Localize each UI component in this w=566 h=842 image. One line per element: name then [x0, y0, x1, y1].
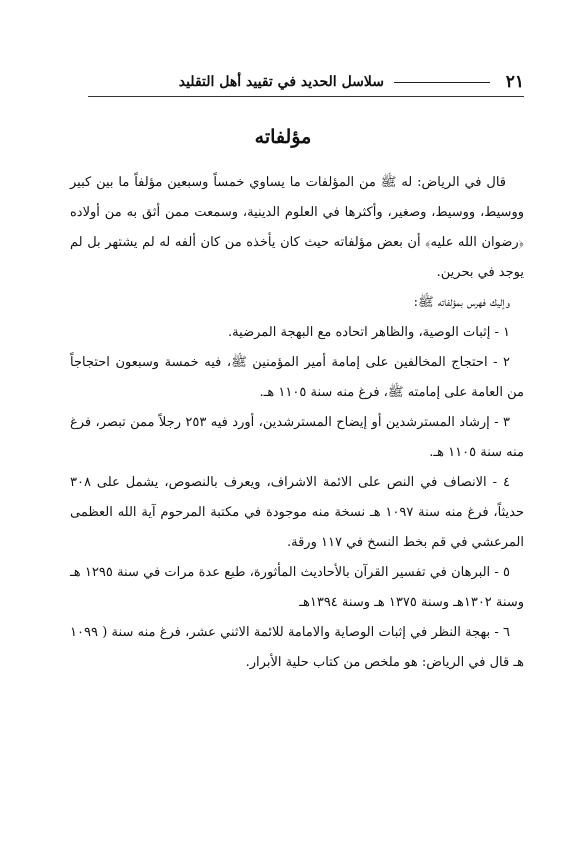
- intro-paragraph: قال في الرياض: له ﷺ من المؤلفات ما يساوي خمساً وسبعين مؤلفاً ما بين كبير ووسيط، ووسيط، وصغير، وأكثرها في العلوم الدينية، وسمعت ممن أثق به من أولاده ﴿رضوان الله عليه﴾ أن بعض مؤلفاته حيث كان يأخذه من كان ألفه له لم يشتهر بل لم يوجد في بحرين.: [70, 175, 524, 280]
- body-text: [70, 168, 524, 678]
- running-title: سلاسل الحديد في تقييد أهل التقليد: [178, 74, 384, 90]
- list-item: ٣ - إرشاد المسترشدين أو إيضاح المسترشدين، أورد فيه ٢٥٣ رجلاً ممن تبصر، فرغ منه سنة ١١٠٥ هـ.: [70, 415, 524, 460]
- list-item: ٦ - بهجة النظر في إثبات الوصاية والامامة للائمة الاثني عشر، فرغ منه سنة ( ١٠٩٩ هـ قال في الرياض: هو ملخص من كتاب حلية الأبرار.: [70, 625, 524, 670]
- list-item: ٤ - الانصاف في النص على الائمة الاشراف، ويعرف بالنصوص، يشمل على ٣٠٨ حديثاً، فرغ منه سنة ١٠٩٧ هـ نسخة منه موجودة في مكتبة المرحوم آية الله العظمى المرعشي في قم بخط النسخ في ١١٧ ورقة.: [70, 475, 524, 550]
- list-intro: وإليك فهرس بمؤلفاته ﷺ:: [413, 295, 510, 310]
- page-number: ٢١: [505, 72, 524, 92]
- list-item: ٢ - احتجاج المخالفين على إمامة أمير المؤمنين ﷺ، فيه خمسة وسبعون احتجاجاً من العامة على إمامته ﷺ، فرغ منه سنة ١١٠٥ هـ.: [70, 355, 524, 400]
- section-title: مؤلفاته: [254, 126, 312, 148]
- list-item: ٥ - البرهان في تفسير القرآن بالأحاديث المأثورة، طبع عدة مرات في سنة ١٢٩٥ هـ وسنة ١٣٠٢هـ وسنة ١٣٧٥ هـ وسنة ١٣٩٤هـ: [70, 565, 524, 610]
- header-divider: [88, 96, 524, 97]
- list-item: ١ - إثبات الوصية، والظاهر اتحاده مع البهجة المرضية.: [228, 325, 510, 340]
- header-rule: [394, 82, 490, 83]
- running-header: [88, 72, 524, 96]
